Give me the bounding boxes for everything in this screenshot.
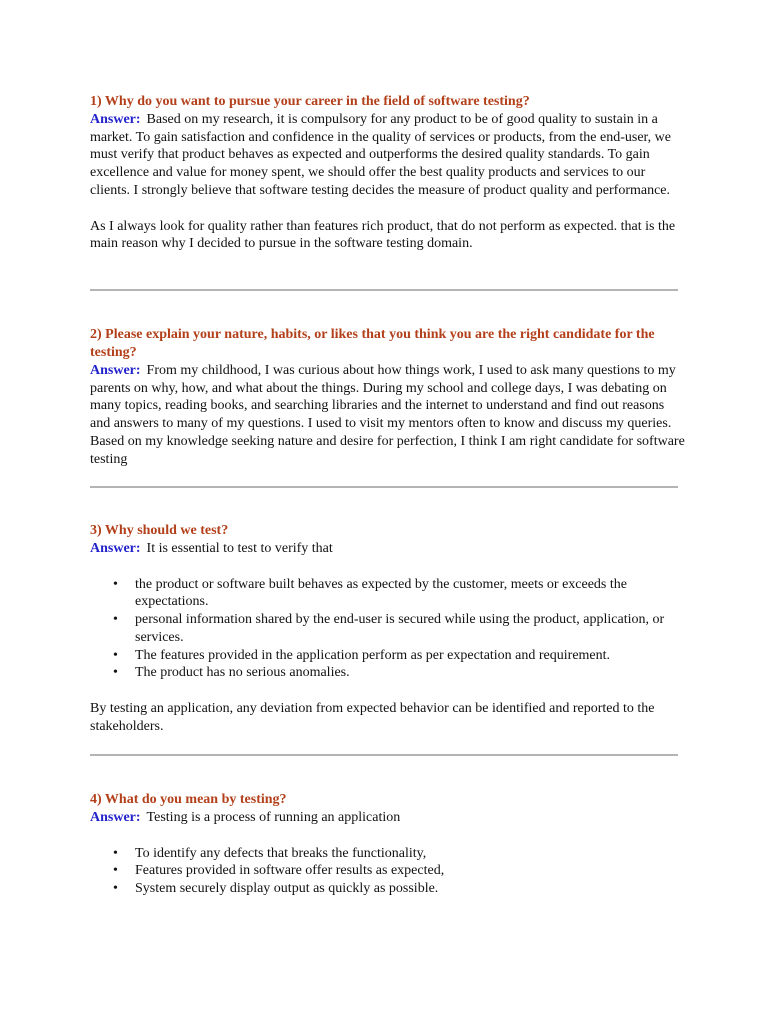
answer-label: Answer: (90, 112, 141, 127)
answer-paragraph (90, 809, 685, 827)
answer-text: From my childhood, I was curious about how things work, I used to ask many questions to my parents on why, how, and what about the things. During my school and college days, I was debating on many topics, reading books, and searching libraries and the internet to understand and find out reasons and answers to many of my questions. I used to visit my mentors often to know and discuss my queries. Based on my knowledge seeking nature and desire for perfection, I think I am right candidate for software testing (90, 363, 685, 467)
section-divider (90, 289, 678, 291)
list-item-text: The features provided in the application perform as per expectation and requirement. (135, 647, 611, 663)
list-item (90, 576, 685, 611)
answer-extra-paragraph: As I always look for quality rather than features rich product, that do not perform as expected. that is the main reason why I decided to pursue in the software testing domain. (90, 218, 676, 252)
bullet-icon: • (113, 845, 118, 861)
bullet-icon: • (113, 863, 118, 879)
answer-label: Answer: (90, 810, 141, 825)
answer-label: Answer: (90, 363, 141, 378)
section-divider (90, 754, 678, 756)
list-item-text: Features provided in software offer results as expected, (135, 863, 445, 879)
bullet-icon: • (113, 881, 118, 897)
answer-paragraph (90, 540, 685, 558)
list-item-text: System securely display output as quickly as possible. (135, 881, 439, 897)
bullet-icon: • (113, 647, 118, 663)
list-item (90, 880, 685, 898)
answer-text: Testing is a process of running an application (146, 810, 401, 825)
answer-text: Based on my research, it is compulsory for any product to be of good quality to sustain in a market. To gain satisfaction and confidence in the quality of services or products, from the end-user, we must verify that product behaves as expected and outperforms the desired quality standards. To gain excellence and value for money spent, we should offer the best quality products and services to our clients. I strongly believe that software testing decides the measure of product quality and performance. (90, 112, 671, 198)
list-item-text: personal information shared by the end-user is secured while using the product, application, or services. (135, 612, 665, 645)
list-item (90, 664, 685, 682)
answer-text: It is essential to test to verify that (146, 541, 333, 556)
list-item (90, 862, 685, 880)
question-title: 2) Please explain your nature, habits, or likes that you think you are the right candidate for the testing? (90, 327, 655, 360)
question-section-1 (90, 93, 685, 253)
question-title: 3) Why should we test? (90, 523, 229, 538)
bullet-icon: • (113, 576, 118, 592)
list-item-text: To identify any defects that breaks the functionality, (135, 845, 427, 861)
question-section-2 (90, 326, 685, 468)
question-title: 1) Why do you want to pursue your career in the field of software testing? (90, 94, 530, 109)
list-item-text: the product or software built behaves as expected by the customer, meets or exceeds the expectations. (135, 576, 627, 610)
list-item (90, 647, 685, 665)
bullet-list (90, 845, 685, 898)
bullet-list (90, 576, 685, 682)
question-section-3 (90, 522, 685, 735)
list-item (90, 845, 685, 863)
list-item-text: The product has no serious anomalies. (135, 665, 350, 681)
answer-paragraph (90, 111, 685, 200)
question-title: 4) What do you mean by testing? (90, 792, 287, 807)
section-divider (90, 486, 678, 488)
bullet-icon: • (113, 665, 118, 681)
bullet-icon: • (113, 612, 118, 628)
question-section-4 (90, 791, 685, 898)
list-item (90, 611, 685, 646)
answer-label: Answer: (90, 541, 141, 556)
answer-paragraph (90, 362, 685, 468)
closing-paragraph: By testing an application, any deviation from expected behavior can be identified and reported to the stakeholders. (90, 700, 655, 734)
